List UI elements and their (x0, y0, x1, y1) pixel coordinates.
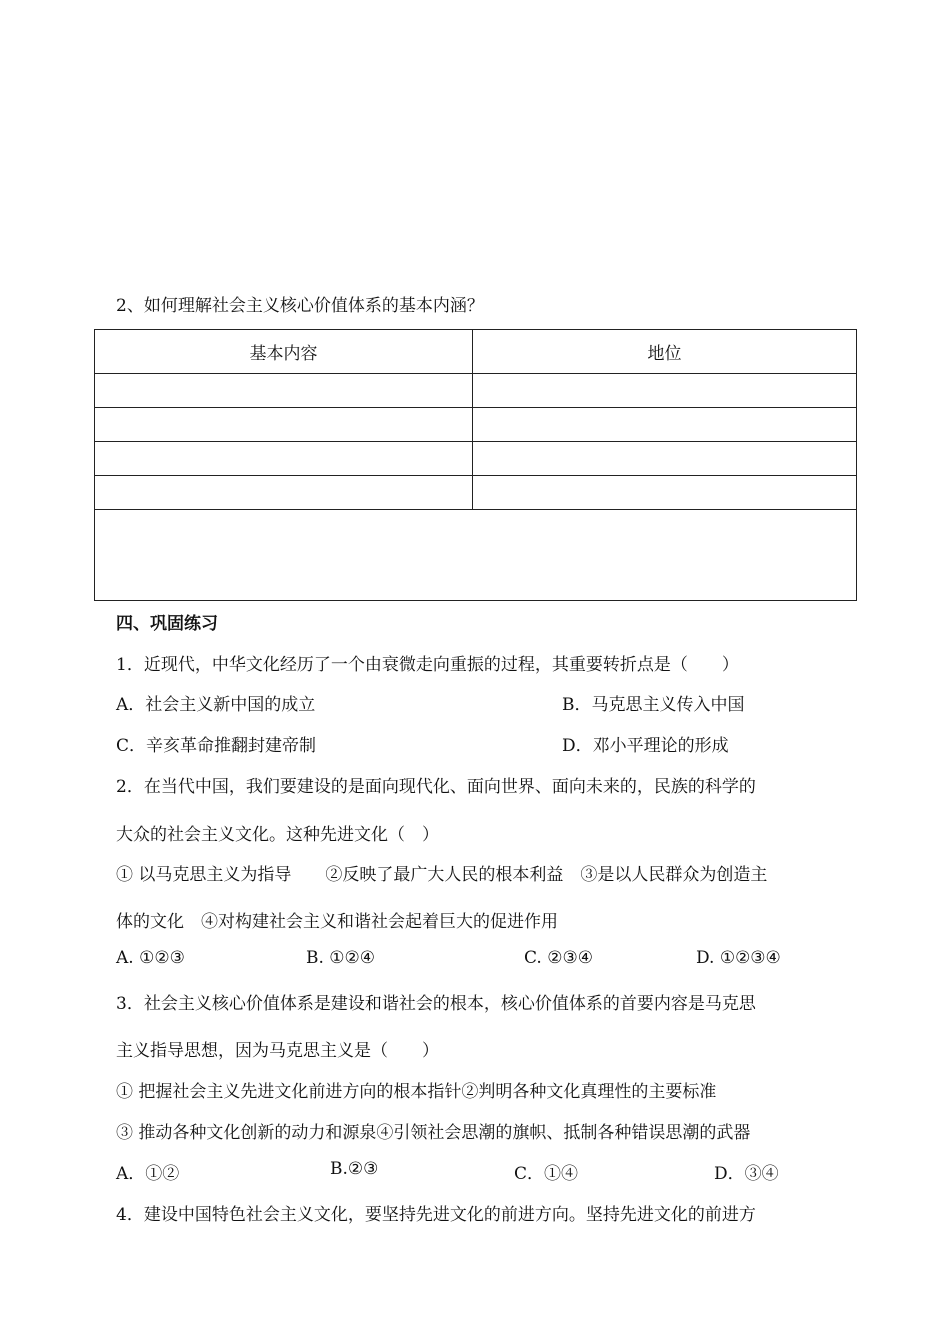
q3-stem-line-1: 3．社会主义核心价值体系是建设和谐社会的根本，核心价值体系的首要内容是马克思 (116, 994, 756, 1014)
table-cell (95, 374, 473, 408)
q2-option-d: D. ①②③④ (696, 948, 781, 968)
q1-option-b: B．马克思主义传入中国 (562, 695, 745, 715)
table-cell (95, 476, 473, 510)
q2-items-line-1: ① 以马克思主义为指导 ②反映了最广大人民的根本利益 ③是以人民群众为创造主 (116, 865, 768, 885)
table-footer-cell (95, 510, 857, 601)
q2-option-c: C. ②③④ (524, 948, 593, 968)
table-row (95, 476, 857, 510)
q3-option-a: A．①② (116, 1164, 180, 1184)
table-cell (473, 476, 857, 510)
q4-stem-line-1: 4．建设中国特色社会主义文化，要坚持先进文化的前进方向。坚持先进文化的前进方 (116, 1205, 756, 1225)
table-footer-row (95, 510, 857, 601)
q1-stem: 1．近现代，中华文化经历了一个由衰微走向重振的过程，其重要转折点是（ ） (116, 655, 739, 675)
q2-stem-line-1: 2．在当代中国，我们要建设的是面向现代化、面向世界、面向未来的，民族的科学的 (116, 777, 756, 797)
section-4-heading: 四、巩固练习 (116, 614, 218, 634)
q1-option-c: C．辛亥革命推翻封建帝制 (116, 736, 317, 756)
content-table (94, 329, 857, 601)
table-row (95, 374, 857, 408)
q3-items-line-2: ③ 推动各种文化创新的动力和源泉④引领社会思潮的旗帜、抵制各种错误思潮的武器 (116, 1123, 751, 1143)
q2-stem-line-2: 大众的社会主义文化。这种先进文化（ ） (116, 825, 439, 845)
table-row (95, 408, 857, 442)
q3-option-c: C．①④ (514, 1164, 579, 1184)
q2-option-b: B. ①②④ (306, 948, 376, 968)
q1-option-a: A．社会主义新中国的成立 (116, 695, 316, 715)
q2-items-line-2: 体的文化 ④对构建社会主义和谐社会起着巨大的促进作用 (116, 912, 558, 932)
table-header-row (95, 330, 857, 374)
table-cell (473, 442, 857, 476)
q1-option-d: D．邓小平理论的形成 (562, 736, 729, 756)
q3-items-line-1: ① 把握社会主义先进文化前进方向的根本指针②判明各种文化真理性的主要标准 (116, 1082, 717, 1102)
table-cell (473, 408, 857, 442)
header-status: 地位 (473, 330, 857, 374)
q3-stem-line-2: 主义指导思想，因为马克思主义是（ ） (116, 1041, 439, 1061)
table-row (95, 442, 857, 476)
header-basic-content: 基本内容 (95, 330, 473, 374)
table-cell (473, 374, 857, 408)
q2-option-a: A. ①②③ (116, 948, 185, 968)
table-cell (95, 442, 473, 476)
q3-option-b: B.②③ (330, 1159, 379, 1179)
question-2-title: 2、如何理解社会主义核心价值体系的基本内涵？ (116, 296, 484, 316)
table-cell (95, 408, 473, 442)
q3-option-d: D．③④ (714, 1164, 779, 1184)
